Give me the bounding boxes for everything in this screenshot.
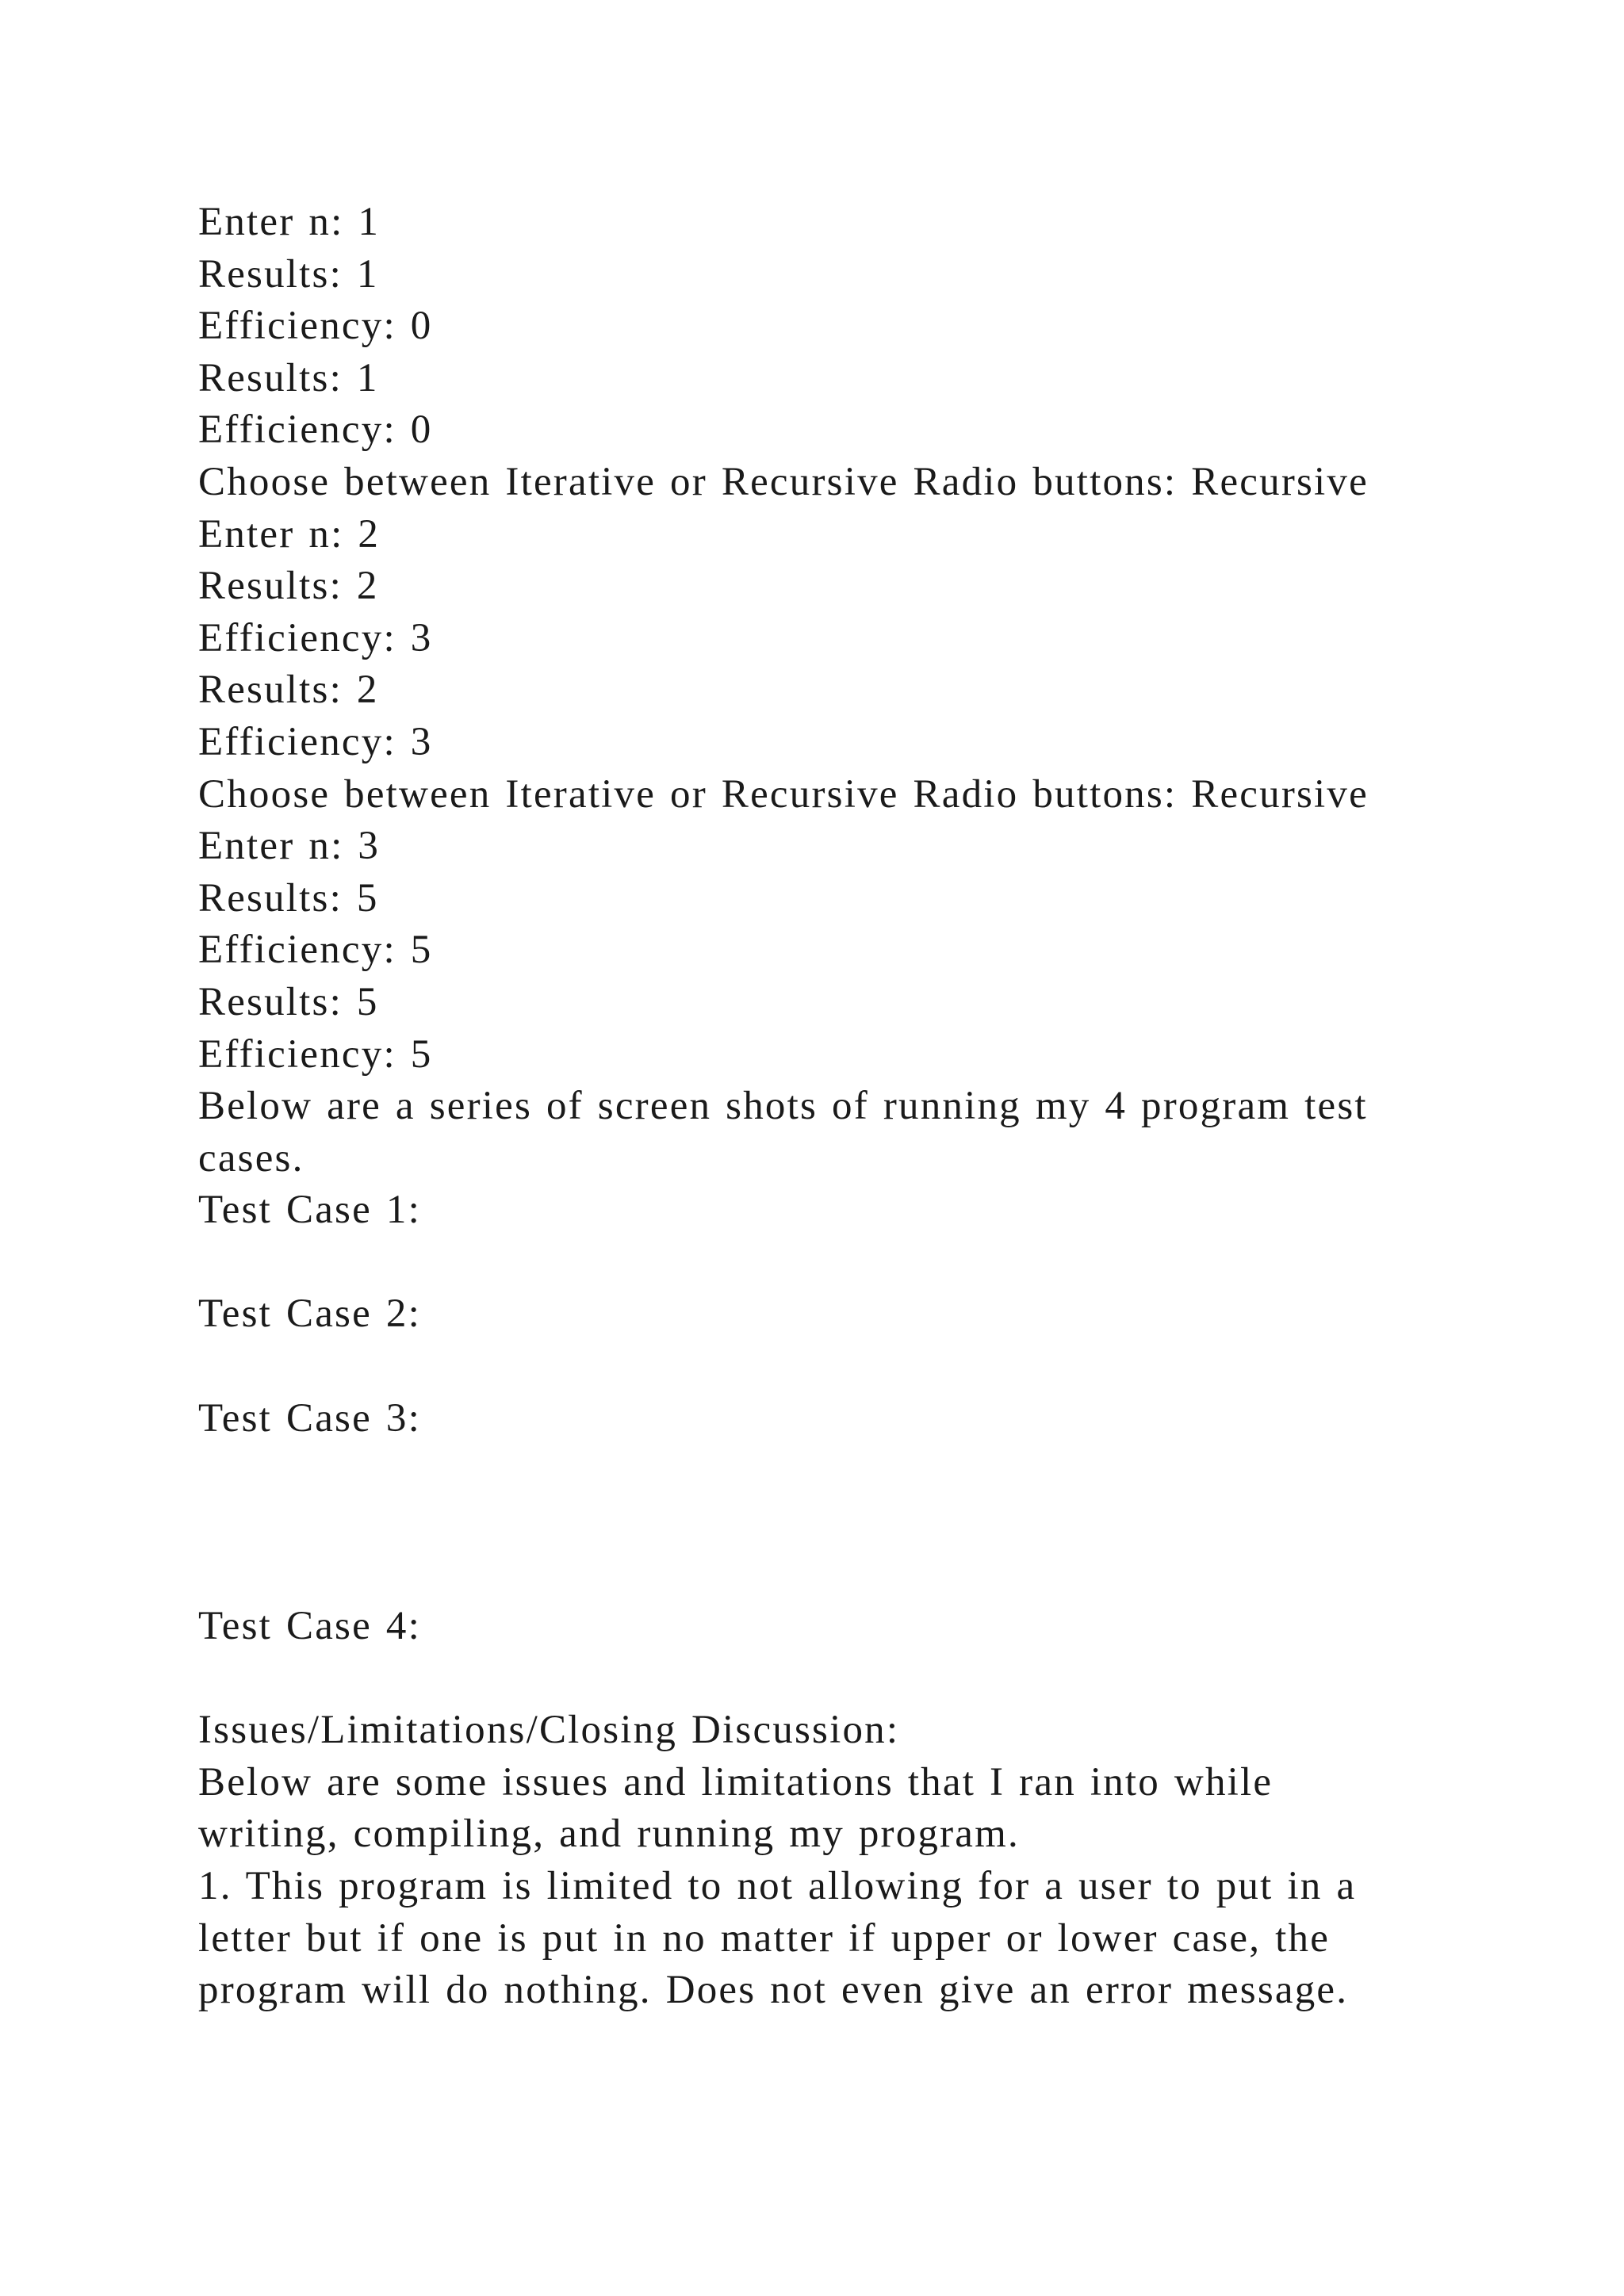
text-line: Results: 1 (198, 355, 379, 400)
text-line: Efficiency: 5 (198, 928, 433, 973)
paragraph-line: 1. This program is limited to not allowing for a user to put in a (198, 1864, 1357, 1909)
test-case-4-image-placeholder (198, 1653, 1507, 1705)
text-line: Efficiency: 0 (198, 408, 433, 453)
text-line: Results: 1 (198, 251, 379, 297)
paragraph-line: writing, compiling, and running my program. (198, 1812, 1020, 1857)
text-line: Enter n: 1 (198, 200, 381, 244)
text-line: Enter n: 3 (198, 824, 381, 869)
paragraph-line: program will do nothing. Does not even give an error message. (198, 1968, 1349, 2013)
test-case-2-image-placeholder (198, 1341, 1507, 1393)
test-case-3-label: Test Case 3: (198, 1395, 421, 1441)
test-case-1-label: Test Case 1: (198, 1188, 421, 1233)
text-line: Results: 5 (198, 979, 379, 1024)
text-line: Efficiency: 5 (198, 1031, 433, 1077)
issues-heading: Issues/Limitations/Closing Discussion: (198, 1708, 900, 1753)
paragraph-line: letter but if one is put in no matter if upper or lower case, the (198, 1915, 1331, 1961)
test-case-2-label: Test Case 2: (198, 1292, 421, 1337)
text-line: Below are a series of screen shots of running my 4 program test (198, 1084, 1368, 1129)
text-line: Choose between Iterative or Recursive Radio buttons: Recursive (198, 459, 1369, 504)
text-line: Efficiency: 0 (198, 304, 433, 349)
text-line: Efficiency: 3 (198, 719, 433, 764)
text-line: Results: 5 (198, 875, 379, 920)
document-page (198, 197, 1507, 2017)
test-case-1-image-placeholder (198, 1237, 1507, 1289)
paragraph-line: Below are some issues and limitations that I ran into while (198, 1759, 1274, 1804)
test-case-4-label: Test Case 4: (198, 1604, 421, 1649)
text-line: Enter n: 2 (198, 511, 381, 557)
text-line: Choose between Iterative or Recursive Radio buttons: Recursive (198, 771, 1369, 817)
text-line: Results: 2 (198, 564, 379, 609)
text-line: Efficiency: 3 (198, 615, 433, 660)
test-case-3-image-placeholder (198, 1445, 1507, 1601)
text-line: Results: 2 (198, 668, 379, 713)
text-line: cases. (198, 1135, 304, 1181)
